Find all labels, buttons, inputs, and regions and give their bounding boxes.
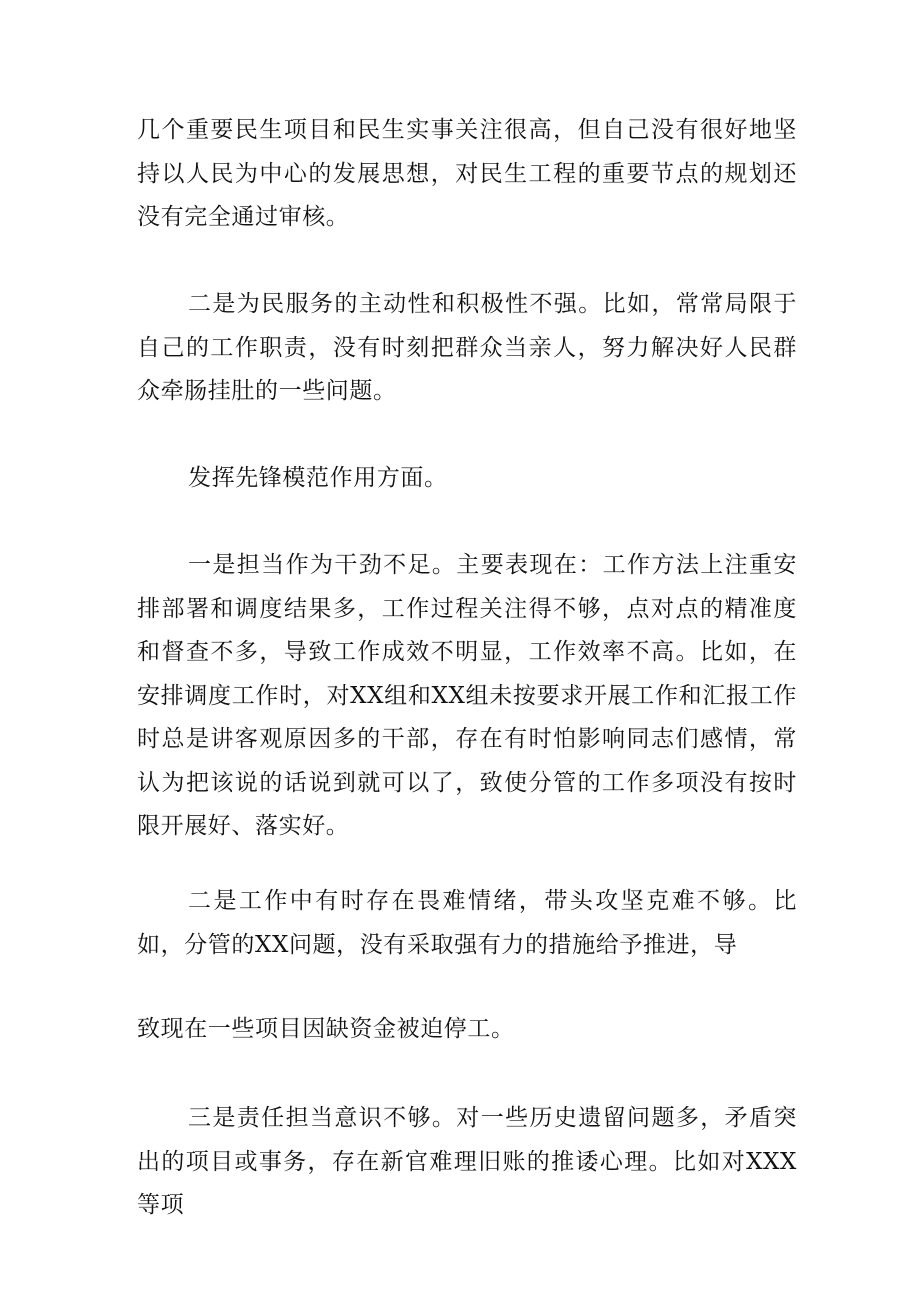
paragraph-5: 三是责任担当意识不够。对一些历史遗留问题多，矛盾突出的项目或事务，存在新官难理旧账的推诿心理。比如对XXX等项	[137, 1105, 797, 1218]
section-heading: 发挥先锋模范作用方面。	[188, 465, 448, 491]
paragraph-3: 一是担当作为干劲不足。主要表现在：工作方法上注重安排部署和调度结果多，工作过程关注得不够，点对点的精准度和督查不多，导致工作成效不明显，工作效率不高。比如，在安排调度工作时，对XX组和XX组未按要求开展工作和汇报工作时总是讲客观原因多的干部，存在有时怕影响同志们感情，常认为把该说的话说到就可以了，致使分管的工作多项没有按时限开展好、落实好。	[137, 552, 797, 839]
paragraph-1: 几个重要民生项目和民生实事关注很高，但自己没有很好地坚持以人民为中心的发展思想，对民生工程的重要节点的规划还没有完全通过审核。	[137, 117, 797, 230]
paragraph-4-continued: 致现在一些项目因缺资金被迫停工。	[137, 1016, 515, 1042]
paragraph-2: 二是为民服务的主动性和积极性不强。比如，常常局限于自己的工作职责，没有时刻把群众当亲人，努力解决好人民群众牵肠挂肚的一些问题。	[137, 291, 797, 404]
paragraph-4: 二是工作中有时存在畏难情绪，带头攻坚克难不够。比如，分管的XX问题，没有采取强有力的措施给予推进，导	[137, 888, 797, 958]
